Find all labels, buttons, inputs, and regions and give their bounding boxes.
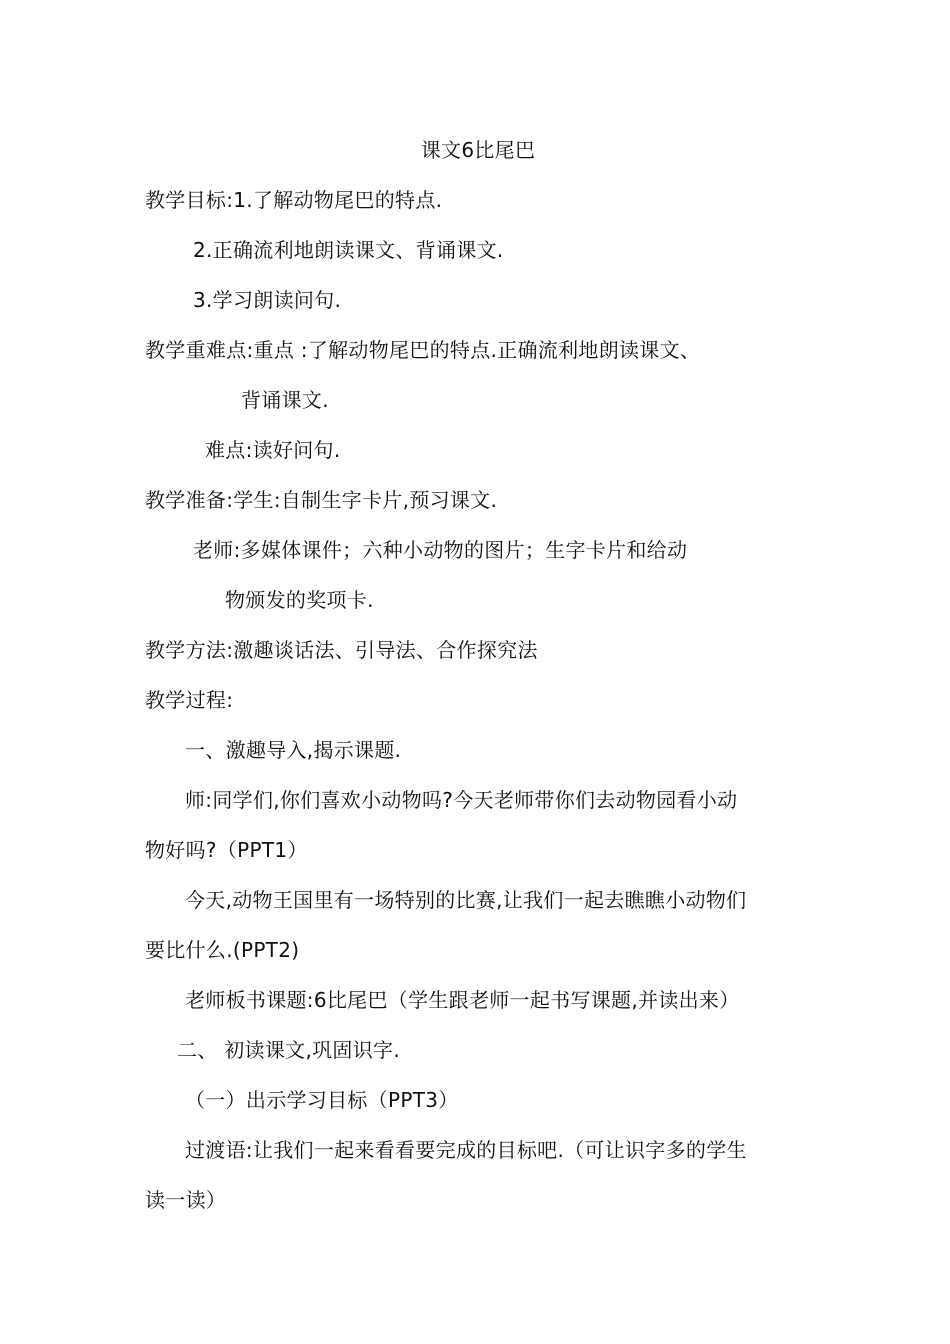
paragraph-teacher-intro: 师:同学们,你们喜欢小动物吗?今天老师带你们去动物园看小动 xyxy=(185,788,738,812)
paragraph-today: 今天,动物王国里有一场特别的比赛,让我们一起去瞧瞧小动物们 xyxy=(185,888,747,912)
paragraph-teacher-prep: 老师:多媒体课件；六种小动物的图片；生字卡片和给动 xyxy=(193,538,688,562)
paragraph-difficulty: 难点:读好问句. xyxy=(205,438,341,462)
paragraph-teaching-process: 教学过程: xyxy=(145,688,234,712)
paragraph-key-points: 教学重难点:重点 :了解动物尾巴的特点.正确流利地朗读课文、 xyxy=(145,338,701,362)
paragraph-goal-3: 3.学习朗读问句. xyxy=(193,288,342,312)
paragraph-goal-2: 2.正确流利地朗读课文、背诵课文. xyxy=(193,238,504,262)
paragraph-learning-goals: （一）出示学习目标（PPT3） xyxy=(185,1088,459,1112)
paragraph-transition: 过渡语:让我们一起来看看要完成的目标吧.（可让识字多的学生 xyxy=(185,1138,747,1162)
paragraph-transition-cont: 读一读） xyxy=(145,1188,227,1212)
section-heading-1: 一、激趣导入,揭示课题. xyxy=(185,738,402,762)
paragraph-teaching-goals: 教学目标:1.了解动物尾巴的特点. xyxy=(145,188,443,212)
paragraph-teaching-methods: 教学方法:激趣谈话法、引导法、合作探究法 xyxy=(145,638,538,662)
document-title: 课文6比尾巴 xyxy=(420,138,536,162)
paragraph-board-title: 老师板书课题:6比尾巴（学生跟老师一起书写课题,并读出来） xyxy=(185,988,740,1012)
paragraph-teacher-intro-cont: 物好吗?（PPT1） xyxy=(145,838,308,862)
paragraph-key-points-cont: 背诵课文. xyxy=(241,388,329,412)
paragraph-today-cont: 要比什么.(PPT2) xyxy=(145,938,300,962)
paragraph-preparation: 教学准备:学生:自制生字卡片,预习课文. xyxy=(145,488,498,512)
paragraph-teacher-prep-cont: 物颁发的奖项卡. xyxy=(225,588,374,612)
section-heading-2: 二、 初读课文,巩固识字. xyxy=(177,1038,400,1062)
